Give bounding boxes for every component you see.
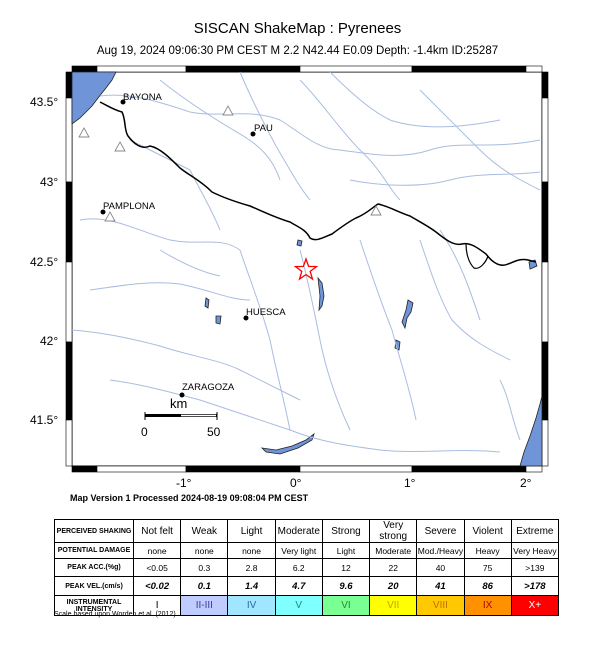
shaking-cell: Severe: [417, 520, 464, 543]
acc-cell: >139: [511, 559, 558, 577]
scale-bar-end: 50: [207, 425, 221, 439]
acc-cell: 75: [464, 559, 511, 577]
scale-note: Scale based upon Worden et al. (2012): [54, 611, 176, 618]
lon-label-2: 2°: [520, 476, 532, 490]
lon-label-minus-1: -1°: [176, 476, 192, 490]
acc-cell: 6.2: [275, 559, 322, 577]
scale-bar-start: 0: [141, 425, 148, 439]
damage-cell: none: [181, 543, 228, 559]
shaking-cell: Strong: [322, 520, 369, 543]
map-title: SISCAN ShakeMap : Pyrenees: [193, 20, 402, 37]
event-info: Aug 19, 2024 09:06:30 PM CEST M 2.2 N42.44 E0.09 Depth: -1.4km ID:25287: [96, 45, 499, 57]
svg-text:PAMPLONA: PAMPLONA: [103, 201, 156, 212]
damage-cell: Very Heavy: [511, 543, 558, 559]
shaking-cell: Not felt: [134, 520, 181, 543]
acc-cell: 12: [322, 559, 369, 577]
lat-label-42: 42°: [40, 334, 59, 348]
vel-cell: 0.1: [181, 577, 228, 596]
map-frame: [72, 72, 542, 466]
frame-ticks-left: [66, 72, 72, 466]
vel-cell: <0.02: [134, 577, 181, 596]
acc-cell: 22: [370, 559, 417, 577]
reservoir-4: [205, 298, 209, 308]
shaking-cell: Violent: [464, 520, 511, 543]
legend-header-vel: PEAK VEL.(cm/s): [55, 577, 134, 596]
damage-cell: Mod./Heavy: [417, 543, 464, 559]
shaking-cell: Weak: [181, 520, 228, 543]
vel-cell: 20: [370, 577, 417, 596]
shaking-cell: Light: [228, 520, 275, 543]
lat-label-41-5: 41.5°: [30, 413, 59, 427]
frame-ticks-top: [72, 66, 542, 72]
intensity-cell: X+: [511, 596, 558, 616]
intensity-cell: II-III: [181, 596, 228, 616]
vel-cell: 1.4: [228, 577, 275, 596]
acc-cell: 0.3: [181, 559, 228, 577]
lon-label-0: 0°: [290, 476, 302, 490]
acc-cell: <0.05: [134, 559, 181, 577]
reservoir-6: [297, 240, 302, 246]
reservoir-1: [216, 316, 221, 324]
legend-header-intensity: INSTRUMENTAL INTENSITY: [55, 596, 134, 616]
damage-cell: none: [228, 543, 275, 559]
frame-ticks-bottom: [72, 466, 542, 472]
legend-header-shaking: PERCEIVED SHAKING: [55, 520, 134, 543]
damage-cell: none: [134, 543, 181, 559]
damage-cell: Moderate: [370, 543, 417, 559]
lat-label-42-5: 42.5°: [30, 255, 59, 269]
intensity-cell: V: [275, 596, 322, 616]
vel-cell: 9.6: [322, 577, 369, 596]
vel-cell: 41: [417, 577, 464, 596]
svg-text:BAYONA: BAYONA: [123, 92, 162, 103]
acc-cell: 2.8: [228, 559, 275, 577]
svg-text:ZARAGOZA: ZARAGOZA: [182, 382, 235, 393]
vel-cell: 86: [464, 577, 511, 596]
damage-cell: Light: [322, 543, 369, 559]
scale-bar-unit: km: [170, 396, 188, 411]
legend-row-vel: [55, 577, 559, 596]
legend-header-damage: POTENTIAL DAMAGE: [55, 543, 134, 559]
svg-text:HUESCA: HUESCA: [246, 307, 286, 318]
intensity-cell: I: [134, 596, 181, 616]
lat-label-43: 43°: [40, 175, 59, 189]
lat-label-43-5: 43.5°: [30, 95, 59, 109]
shaking-cell: Extreme: [511, 520, 558, 543]
svg-text:PAU: PAU: [254, 123, 273, 134]
acc-cell: 40: [417, 559, 464, 577]
frame-ticks-right: [542, 72, 548, 466]
legend-row-damage: [55, 543, 559, 559]
shaking-cell: Very strong: [370, 520, 417, 543]
legend-row-acc: [55, 559, 559, 577]
intensity-cell: VI: [322, 596, 369, 616]
legend-header-acc: PEAK ACC.(%g): [55, 559, 134, 577]
intensity-legend-table: [54, 519, 559, 616]
city-bayona: [121, 92, 163, 105]
intensity-cell: IV: [228, 596, 275, 616]
legend-row-shaking: [55, 520, 559, 543]
lon-label-1: 1°: [404, 476, 416, 490]
map-version-text: Map Version 1 Processed 2024-08-19 09:08:04 PM CEST: [70, 493, 309, 503]
vel-cell: 4.7: [275, 577, 322, 596]
damage-cell: Very light: [275, 543, 322, 559]
intensity-cell: VIII: [417, 596, 464, 616]
shaking-cell: Moderate: [275, 520, 322, 543]
damage-cell: Heavy: [464, 543, 511, 559]
intensity-cell: IX: [464, 596, 511, 616]
vel-cell: >178: [511, 577, 558, 596]
intensity-cell: VII: [370, 596, 417, 616]
